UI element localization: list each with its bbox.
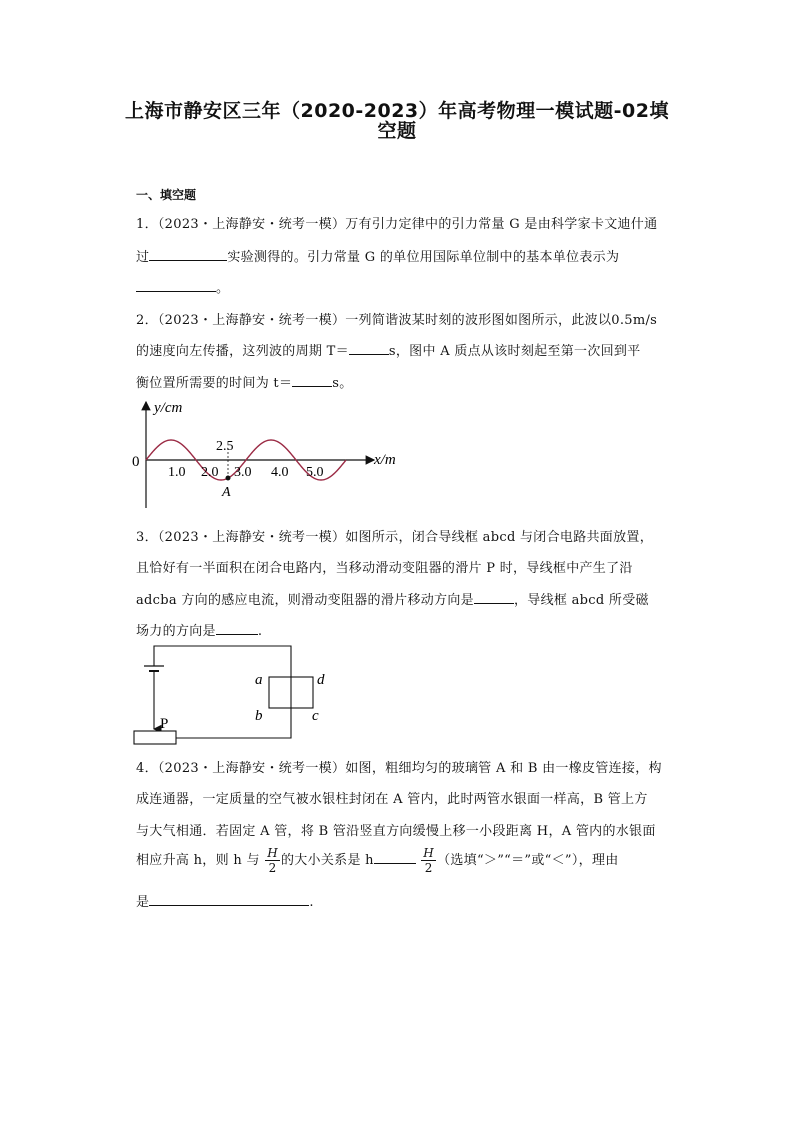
tick-label-2: 2.0 xyxy=(201,465,219,480)
q4-text-b: 的大小关系是 h xyxy=(280,853,374,868)
q1-blank-2[interactable] xyxy=(136,277,216,292)
point-a-dot xyxy=(226,476,231,481)
q4-line5 xyxy=(136,891,666,910)
q2-line3 xyxy=(136,372,666,391)
wave-figure xyxy=(128,396,418,514)
q1-line3 xyxy=(136,277,666,296)
q3-line1: 3．（2023・上海静安・统考一模）如图所示，闭合导线框 abcd 与闭合电路共面放置， xyxy=(136,530,653,545)
q2-line1: 2．（2023・上海静安・统考一模）一列简谐波某时刻的波形图如图所示，此波以0.5m/s xyxy=(136,313,658,328)
q1-blank-1[interactable] xyxy=(149,246,227,261)
mark-label: 2.5 xyxy=(216,439,234,454)
q3-line3 xyxy=(136,589,666,608)
tick-label-1: 1.0 xyxy=(168,465,186,480)
circuit-figure xyxy=(128,640,348,748)
section-heading: 一、填空题 xyxy=(136,188,197,202)
q1-line1: 1．（2023・上海静安・统考一模）万有引力定律中的引力常量 G 是由科学家卡文迪什通 xyxy=(136,217,658,232)
q2-text-d: s。 xyxy=(332,376,353,391)
q3-blank-direction[interactable] xyxy=(474,589,514,604)
q2-blank-period[interactable] xyxy=(349,340,389,355)
q4-blank-reason[interactable] xyxy=(149,891,309,906)
rheostat xyxy=(134,731,176,744)
q4-line4 xyxy=(136,846,666,875)
corner-c: c xyxy=(312,708,319,724)
q3-line2: 且恰好有一半面积在闭合电路内，当移动滑动变阻器的滑片 P 时，导线框中产生了沿 xyxy=(136,561,633,576)
q2-line2 xyxy=(136,340,666,359)
corner-d: d xyxy=(317,672,325,688)
circuit-wire xyxy=(154,646,291,738)
q2-text-c: 衡位置所需要的时间为 t＝ xyxy=(136,376,293,391)
point-a-label: A xyxy=(222,485,231,500)
q3-text-a: adcba 方向的感应电流，则滑动变阻器的滑片移动方向是 xyxy=(136,593,474,608)
y-axis-label: y/cm xyxy=(154,400,183,416)
q1-text-b: 实验测得的。引力常量 G 的单位用国际单位制中的基本单位表示为 xyxy=(227,250,620,265)
q4-line2: 成连通器，一定质量的空气被水银柱封闭在 A 管内，此时两管水银面一样高，B 管上方 xyxy=(136,792,648,807)
doc-title-line2: 空题 xyxy=(377,120,417,142)
q4-line1: 4．（2023・上海静安・统考一模）如图，粗细均匀的玻璃管 A 和 B 由一橡皮管连接，构 xyxy=(136,761,662,776)
corner-a: a xyxy=(255,672,263,688)
q4-fraction-1: $\frac{H}{2}$ xyxy=(267,846,278,875)
corner-b: b xyxy=(255,708,263,724)
q3-line4 xyxy=(136,620,666,639)
q2-text-b: s，图中 A 质点从该时刻起至第一次回到平 xyxy=(388,344,641,359)
q3-text-c: 场力的方向是 xyxy=(136,624,216,639)
x-axis-label: x/m xyxy=(374,452,396,468)
origin-label: 0 xyxy=(132,454,140,470)
q4-blank-relation[interactable] xyxy=(374,849,416,864)
q2-text-a: 的速度向左传播，这列波的周期 T＝ xyxy=(136,344,349,359)
q4-text-d: 是 xyxy=(136,895,150,910)
q1-text-a: 过 xyxy=(136,250,150,265)
tick-label-3: 3.0 xyxy=(234,465,252,480)
tick-label-4: 4.0 xyxy=(271,465,289,480)
slider-p-label: P xyxy=(160,716,169,732)
q4-text-e: . xyxy=(309,895,314,910)
q4-text-a: 相应升高 h，则 h 与 xyxy=(136,853,260,868)
q4-text-c: （选填“＞”“＝”或“＜”），理由 xyxy=(437,853,619,868)
q4-line3: 与大气相通．若固定 A 管，将 B 管沿竖直方向缓慢上移一小段距离 H，A 管内的水银面 xyxy=(136,824,656,839)
q4-fraction-2: $\frac{H}{2}$ xyxy=(423,846,435,875)
q3-blank-force[interactable] xyxy=(216,620,258,635)
q3-text-b: ，导线框 abcd 所受磁 xyxy=(513,593,649,608)
doc-title-line1: 上海市静安区三年（2020-2023）年高考物理一模试题-02填 xyxy=(125,100,669,122)
q2-blank-time[interactable] xyxy=(292,372,332,387)
tick-label-5: 5.0 xyxy=(306,465,324,480)
q1-line2 xyxy=(136,246,666,265)
q3-text-d: . xyxy=(257,624,263,639)
q1-text-c: 。 xyxy=(216,281,230,296)
